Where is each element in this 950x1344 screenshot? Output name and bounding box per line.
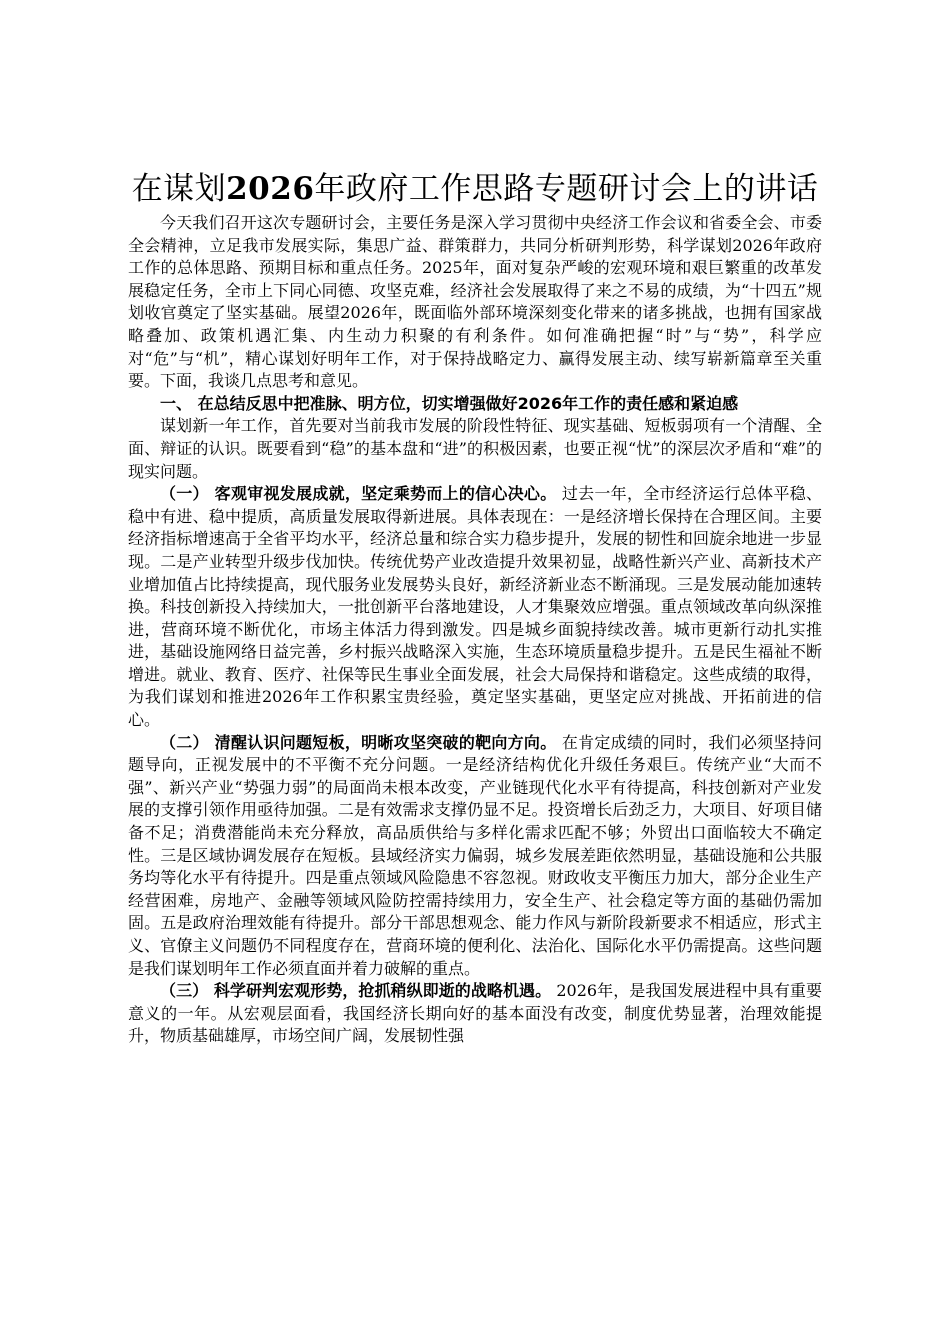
document-title (128, 168, 822, 210)
subsection-3-heading: （三） 科学研判宏观形势，抢抓稍纵即逝的战略机遇。 (160, 981, 552, 1001)
subsection-1-body: 过去一年，全市经济运行总体平稳、稳中有进、稳中提质，高质量发展取得新进展。具体表现在：一是经济增长保持在合理区间。主要经济指标增速高于全省平均水平，经济总量和综合实力稳步提升，发展的韧性和回旋余地进一步显现。二是产业转型升级步伐加快。传统优势产业改造提升效果初显，战略性新兴产业、高新技术产业增加值占比持续提高，现代服务业发展势头良好，新经济新业态不断涌现。三是发展动能加速转换。科技创新投入持续加大，一批创新平台落地建设，人才集聚效应增强。重点领域改革向纵深推进，营商环境不断优化，市场主体活力得到激发。四是城乡面貌持续改善。城市更新行动扎实推进，基础设施网络日益完善，乡村振兴战略深入实施，生态环境质量稳步提升。五是民生福祉不断增进。就业、教育、医疗、社保等民生事业全面发展，社会大局保持和谐稳定。这些成绩的取得，为我们谋划和推进2026年工作积累宝贵经验，奠定坚实基础，更坚定应对挑战、开拓前进的信心。 (128, 484, 822, 730)
subsection-1-paragraph (128, 483, 822, 732)
section-1-heading: 一、 在总结反思中把准脉、明方位，切实增强做好2026年工作的责任感和紧迫感 (160, 393, 739, 413)
subsection-2-paragraph (128, 732, 822, 981)
title-part-2: 年政府工作思路专题研讨会上的讲话 (314, 171, 819, 207)
subsection-3-body: 2026年，是我国发展进程中具有重要意义的一年。从宏观层面看，我国经济长期向好的基本面没有改变，制度优势显著，治理效能提升，物质基础雄厚，市场空间广阔，发展韧性强 (128, 981, 822, 1046)
section-1-intro-paragraph: 谋划新一年工作，首先要对当前我市发展的阶段性特征、现实基础、短板弱项有一个清醒、全面、辩证的认识。既要看到“稳”的基本盘和“进”的积极因素，也要正视“忧”的深层次矛盾和“难”的现实问题。 (128, 416, 822, 481)
intro-paragraph: 今天我们召开这次专题研讨会，主要任务是深入学习贯彻中央经济工作会议和省委全会、市委全会精神，立足我市发展实际，集思广益、群策群力，共同分析研判形势，科学谋划2026年政府工作的总体思路、预期目标和重点任务。2025年，面对复杂严峻的宏观环境和艰巨繁重的改革发展稳定任务，全市上下同心同德、攻坚克难，经济社会发展取得了来之不易的成绩，为“十四五”规划收官奠定了坚实基础。展望2026年，既面临外部环境深刻变化带来的诸多挑战，也拥有国家战略叠加、政策机遇汇集、内生动力积聚的有利条件。如何准确把握“时”与“势”，科学应对“危”与“机”，精心谋划好明年工作，对于保持战略定力、赢得发展主动、续写崭新篇章至关重要。下面，我谈几点思考和意见。 (128, 213, 822, 391)
subsection-1-heading: （一） 客观审视发展成就，坚定乘势而上的信心决心。 (160, 484, 557, 504)
subsection-2-body: 在肯定成绩的同时，我们必须坚持问题导向，正视发展中的不平衡不充分问题。一是经济结构优化升级任务艰巨。传统产业“大而不强”、新兴产业“势强力弱”的局面尚未根本改变，产业链现代化水平有待提高，科技创新对产业发展的支撑引领作用亟待加强。二是有效需求支撑仍显不足。投资增长后劲乏力，大项目、好项目储备不足；消费潜能尚未充分释放，高品质供给与多样化需求匹配不够；外贸出口面临较大不确定性。三是区域协调发展存在短板。县域经济实力偏弱，城乡发展差距依然明显，基础设施和公共服务均等化水平有待提升。四是重点领域风险隐患不容忽视。财政收支平衡压力加大，部分企业生产经营困难，房地产、金融等领域风险防控需持续用力，安全生产、社会稳定等方面的基础仍需加固。五是政府治理效能有待提升。部分干部思想观念、能力作风与新阶段新要求不相适应，形式主义、官僚主义问题仍不同程度存在，营商环境的便利化、法治化、国际化水平仍需提高。这些问题是我们谋划明年工作必须直面并着力破解的重点。 (128, 732, 822, 978)
subsection-2-heading: （二） 清醒认识问题短板，明晰攻坚突破的靶向方向。 (160, 732, 557, 752)
document-body (128, 168, 822, 1048)
title-part-1: 在谋划 (131, 171, 227, 207)
title-year: 2026 (226, 171, 315, 207)
subsection-3-paragraph (128, 980, 822, 1048)
